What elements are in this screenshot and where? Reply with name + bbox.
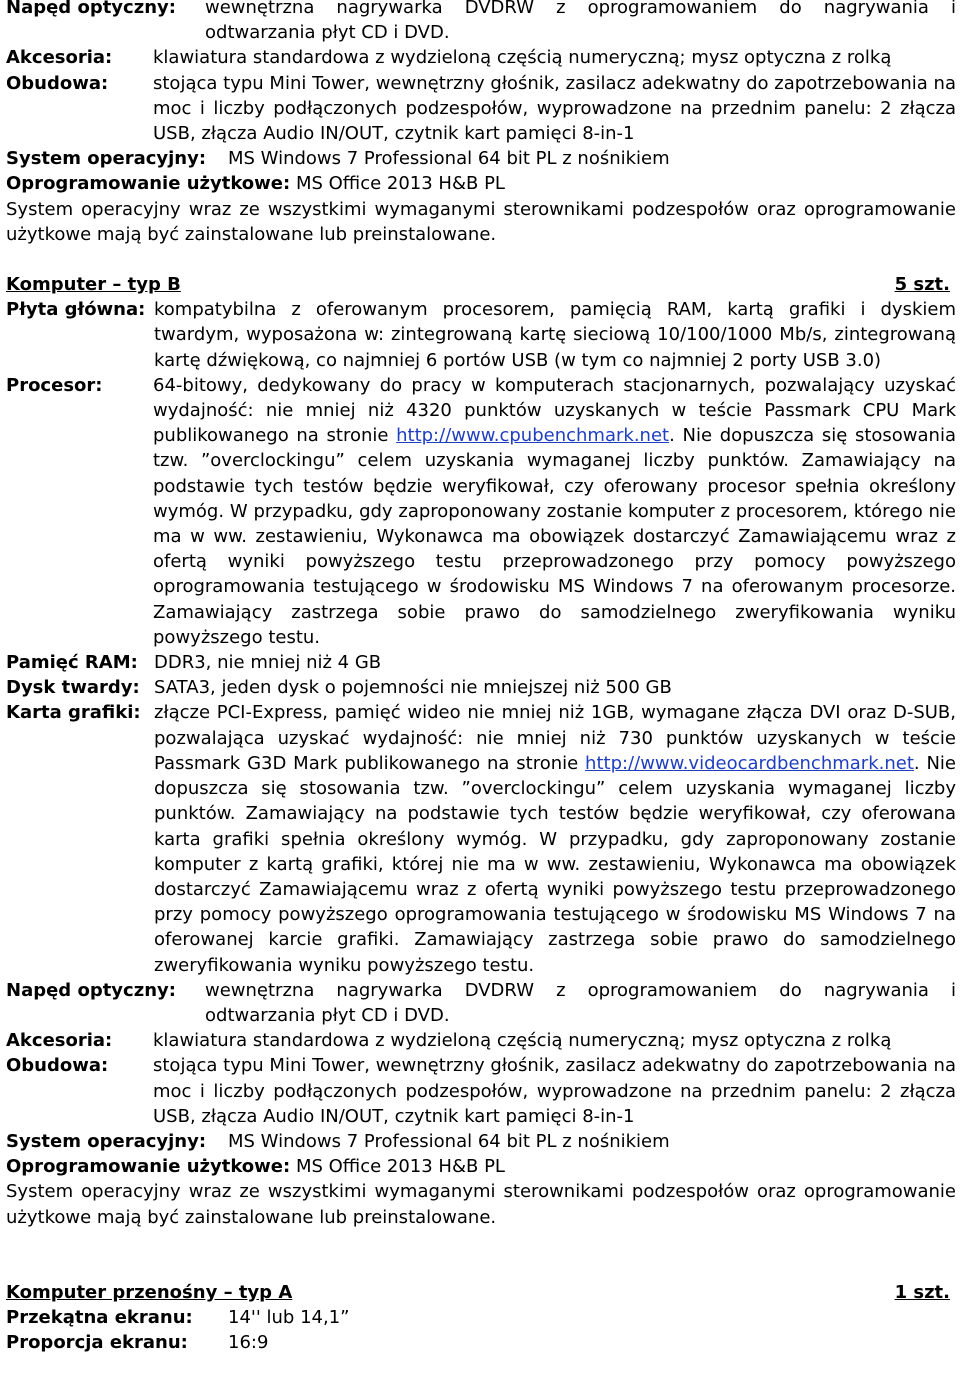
spec-label: Obudowa: [6, 1055, 109, 1077]
spec-os [6, 146, 956, 171]
spec-motherboard [6, 297, 956, 373]
spec-ram [6, 650, 956, 675]
spec-text: . Nie dopuszcza się stosowania tzw. ”overclockingu” celem uzyskania wymaganej liczby punktów. Zamawiający na podstawie tych testów będzie weryfikował, czy oferowany procesor spełnia określony wymóg. W przypadku, gdy zaproponowany zostanie komputer z procesorem, którego nie ma w ww. zestawieniu, Wykonawca ma obowiązek dostarczyć Zamawiającemu wraz z ofertą wyniki powyższego testu przeprowadzonego przy pomocy powyższego oprogramowania testującego w środowisku MS Windows 7 na oferowanym procesorze. Zamawiający zastrzega sobie prawo do samodzielnego zweryfikowania wyniku powyższego testu. [153, 425, 956, 648]
spec-accessories [6, 1028, 956, 1053]
section-quantity: 5 szt. [894, 274, 950, 296]
spec-os [6, 1129, 956, 1154]
spec-label: Obudowa: [6, 72, 109, 94]
spec-value: DDR3, nie mniej niż 4 GB [154, 652, 382, 674]
spec-label: Pamięć RAM: [6, 652, 138, 674]
spec-label: Oprogramowanie użytkowe: [6, 173, 291, 195]
spec-label: Dysk twardy: [6, 677, 140, 699]
section-heading-laptop-typ-a [6, 1280, 950, 1305]
section-quantity: 1 szt. [894, 1281, 950, 1303]
spacer [6, 1230, 956, 1280]
spec-label: Akcesoria: [6, 47, 113, 69]
spec-accessories [6, 45, 956, 70]
spec-value: stojąca typu Mini Tower, wewnętrzny głośnik, zasilacz adekwatny do zapotrzebowania na moc i liczby podłączonych podzespołów, wyprowadzone na przednim panelu: 2 złącza USB, złącza Audio IN/OUT, czytnik kart pamięci 8-in-1 [153, 72, 956, 145]
spec-processor [6, 373, 956, 650]
spec-label: Procesor: [6, 374, 103, 396]
document-page [6, 0, 956, 1355]
spec-value: wewnętrzna nagrywarka DVDRW z oprogramowaniem do nagrywania i odtwarzania płyt CD i DVD. [205, 0, 956, 44]
spec-value [153, 373, 956, 650]
install-note: System operacyjny wraz ze wszystkimi wymaganymi sterownikami podzespołów oraz oprogramowanie użytkowe mają być zainstalowane lub preinstalowane. [6, 198, 956, 245]
spec-value: MS Office 2013 H&B PL [295, 173, 505, 195]
spec-screen-ratio [6, 1330, 956, 1355]
spec-label: Napęd optyczny: [6, 979, 176, 1001]
spec-optical-drive [6, 978, 956, 1028]
spec-label: Karta grafiki: [6, 702, 141, 724]
spec-label: Płyta główna: [6, 299, 146, 321]
install-note: System operacyjny wraz ze wszystkimi wymaganymi sterownikami podzespołów oraz oprogramowanie użytkowe mają być zainstalowane lub preinstalowane. [6, 1181, 956, 1228]
spec-hard-disk [6, 675, 956, 700]
spec-value: MS Windows 7 Professional 64 bit PL z nośnikiem [228, 148, 670, 170]
spec-software [6, 171, 956, 196]
spec-text: . Nie dopuszcza się stosowania tzw. ”overclockingu” celem uzyskania wymaganej liczby punktów. Zamawiający na podstawie tych testów będzie weryfikował, czy oferowana karta grafiki spełnia określony wymóg. W przypadku, gdy zaproponowany zostanie komputer z kartą grafiki, której nie ma w ww. zestawieniu, Wykonawca ma obowiązek dostarczyć Zamawiającemu wraz z ofertą wyniki powyższego testu przeprowadzonego przy pomocy powyższego oprogramowania testującego w środowisku MS Windows 7 na oferowanej karcie grafiki. Zamawiający zastrzega sobie prawo do samodzielnego zweryfikowania wyniku powyższego testu. [154, 752, 956, 976]
spec-value: 16:9 [228, 1332, 269, 1354]
spec-software [6, 1154, 956, 1179]
spec-graphics-card [6, 700, 956, 977]
spec-label: Proporcja ekranu: [6, 1332, 188, 1354]
spec-case [6, 71, 956, 147]
section-title: Komputer przenośny – typ A [6, 1281, 293, 1303]
spec-value: stojąca typu Mini Tower, wewnętrzny głośnik, zasilacz adekwatny do zapotrzebowania na moc i liczby podłączonych podzespołów, wyprowadzone na przednim panelu: 2 złącza USB, złącza Audio IN/OUT, czytnik kart pamięci 8-in-1 [153, 1055, 956, 1127]
spec-optical-drive [6, 0, 956, 45]
spec-case [6, 1053, 956, 1129]
spec-value [154, 700, 956, 977]
spec-value: kompatybilna z oferowanym procesorem, pamięcią RAM, kartą grafiki i dyskiem twardym, wyposażona w: zintegrowaną kartę sieciową 10/100/1000 Mb/s, zintegrowaną kartę dźwiękową, co najmniej 6 portów USB (w tym co najmniej 2 porty USB 3.0) [154, 299, 956, 371]
spec-screen-diagonal [6, 1305, 956, 1330]
spacer [6, 247, 956, 272]
spec-label: Napęd optyczny: [6, 0, 176, 18]
spec-label: System operacyjny: [6, 1130, 207, 1152]
spec-value: wewnętrzna nagrywarka DVDRW z oprogramowaniem do nagrywania i odtwarzania płyt CD i DVD. [205, 979, 956, 1026]
spec-value: klawiatura standardowa z wydzieloną częścią numeryczną; mysz optyczna z rolką [153, 47, 892, 69]
spec-value: SATA3, jeden dysk o pojemności nie mniejszej niż 500 GB [154, 677, 672, 699]
videocardbenchmark-link[interactable]: http://www.videocardbenchmark.net [585, 752, 914, 774]
spec-label: System operacyjny: [6, 148, 207, 170]
section-heading-typ-b [6, 272, 950, 297]
spec-value: MS Windows 7 Professional 64 bit PL z nośnikiem [228, 1130, 670, 1152]
spec-label: Akcesoria: [6, 1030, 113, 1052]
spec-value: klawiatura standardowa z wydzieloną częścią numeryczną; mysz optyczna z rolką [153, 1030, 892, 1052]
section-title: Komputer – typ B [6, 274, 181, 296]
spec-text: złącze PCI-Express, pamięć wideo nie mniej niż 1GB, wymagane złącza DVI oraz D-SUB, pozwalająca uzyskać wydajność: nie mniej niż 730 punktów uzyskanych w teście Passmark G3D Mark publikowanego na stronie [154, 702, 956, 774]
spec-text: 64-bitowy, dedykowany do pracy w komputerach stacjonarnych, pozwalający uzyskać wydajność: nie mniej niż 4320 punktów uzyskanych w teście Passmark CPU Mark publikowanego na stronie [153, 374, 956, 447]
cpubenchmark-link[interactable]: http://www.cpubenchmark.net [396, 425, 670, 447]
spec-label: Przekątna ekranu: [6, 1306, 193, 1328]
spec-label: Oprogramowanie użytkowe: [6, 1156, 291, 1178]
spec-value: MS Office 2013 H&B PL [295, 1156, 505, 1178]
spec-value: 14'' lub 14,1” [228, 1306, 350, 1328]
